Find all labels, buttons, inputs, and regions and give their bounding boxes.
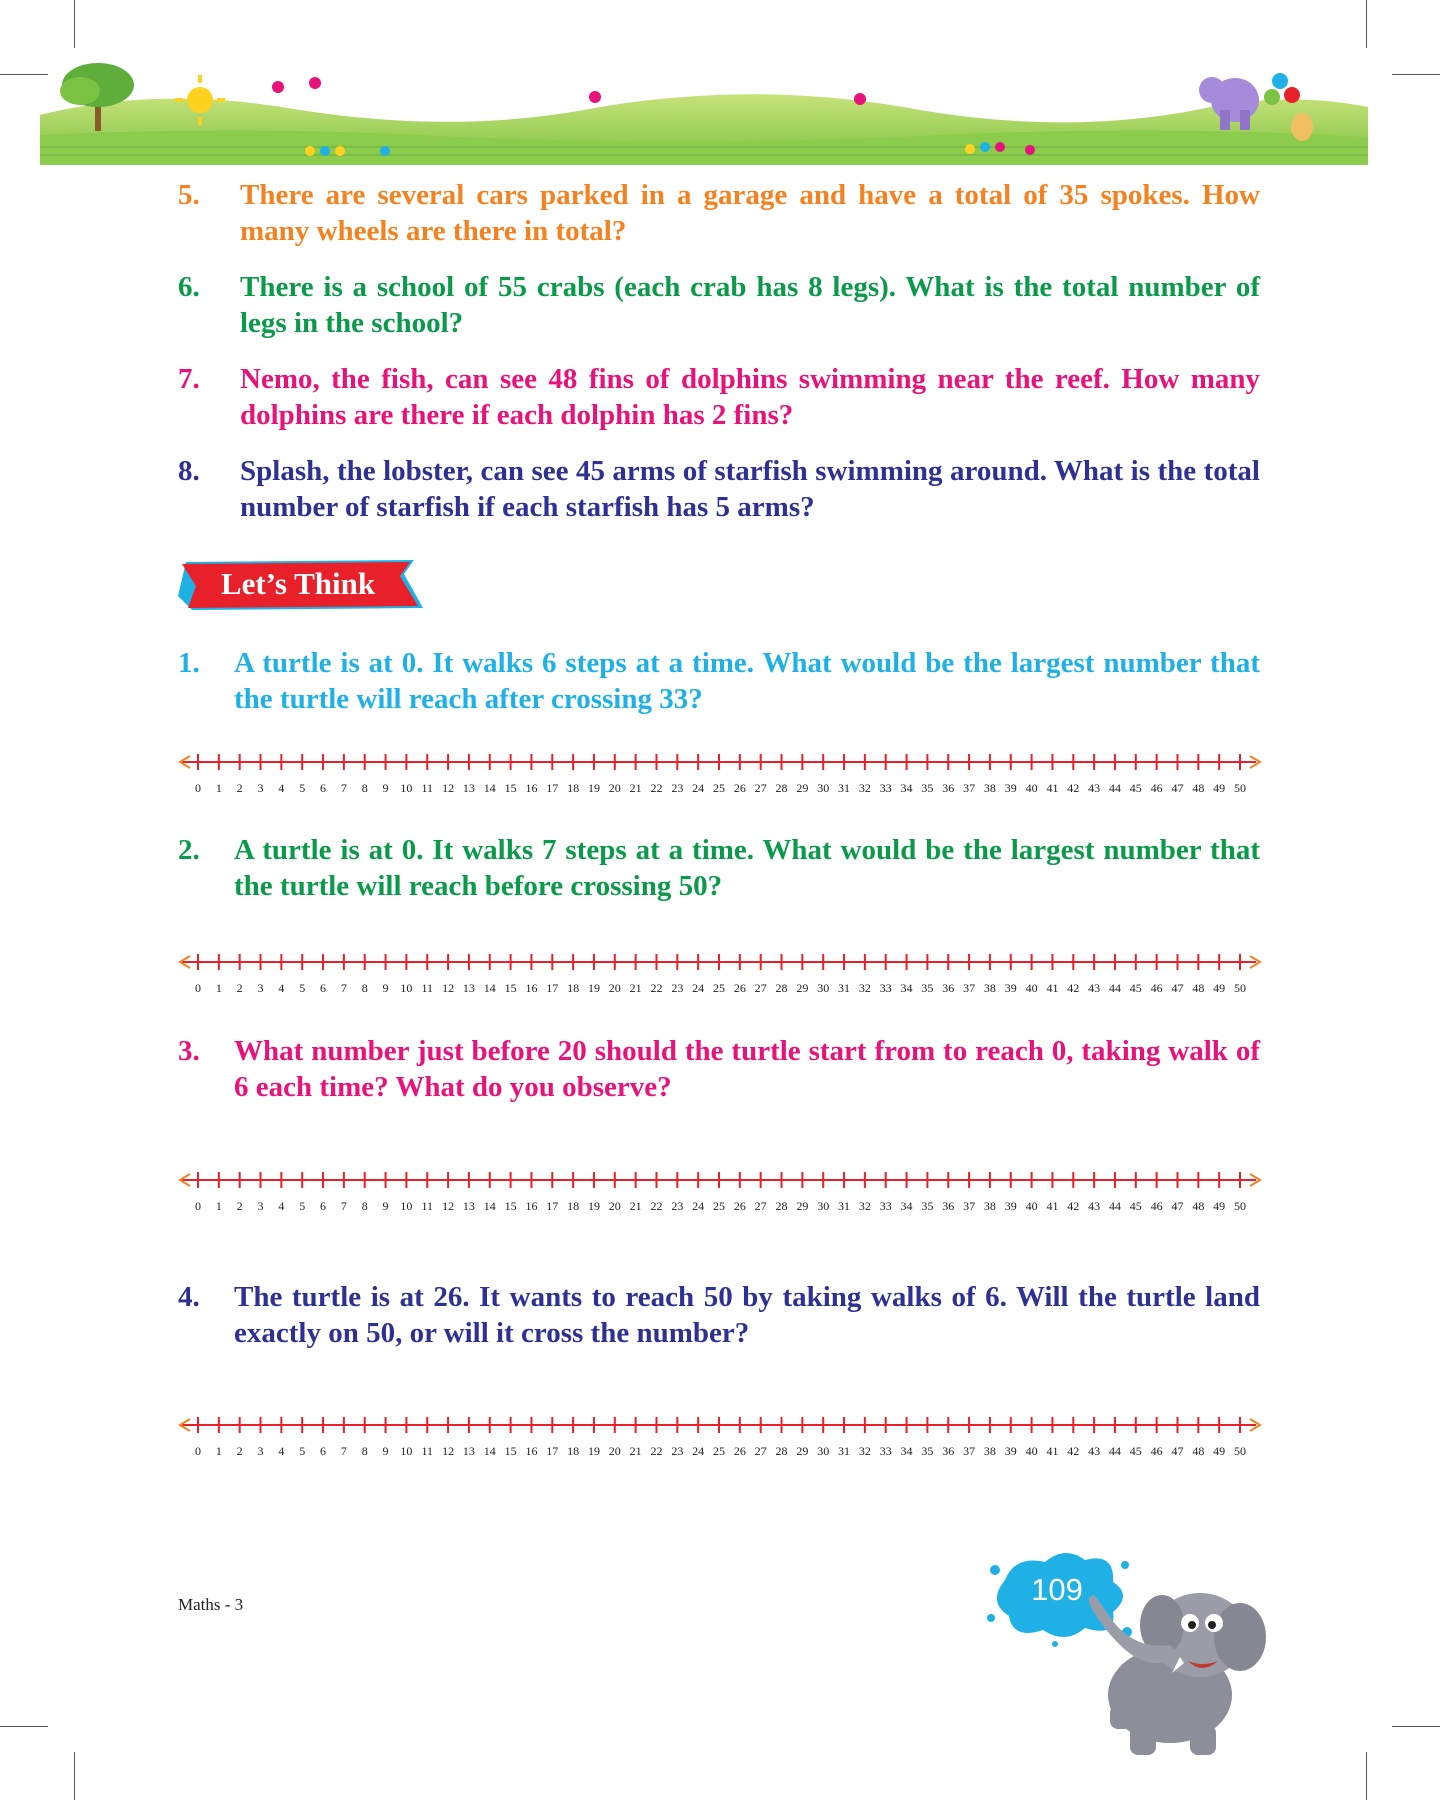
tick-label: 47: [1171, 1444, 1184, 1458]
tick-label: 2: [236, 781, 243, 795]
tick-label: 43: [1088, 1444, 1101, 1458]
tick-label: 16: [525, 981, 538, 995]
tick-label: 23: [671, 1199, 684, 1213]
tick-label: 29: [796, 781, 809, 795]
tick-label: 12: [442, 781, 455, 795]
tick-label: 1: [215, 1199, 222, 1213]
tick-label: 41: [1046, 981, 1059, 995]
tick-label: 21: [629, 1199, 642, 1213]
tick-label: 8: [361, 781, 368, 795]
tick-label: 50: [1234, 981, 1246, 995]
tick-label: 39: [1004, 1444, 1017, 1458]
tick-label: 24: [692, 981, 705, 995]
tick-label: 4: [278, 1199, 285, 1213]
tick-label: 31: [838, 981, 851, 995]
tick-label: 23: [671, 1444, 684, 1458]
tick-label: 34: [900, 1199, 913, 1213]
tick-label: 40: [1025, 981, 1038, 995]
tick-label: 9: [382, 981, 389, 995]
tick-label: 7: [340, 1444, 347, 1458]
tick-label: 29: [796, 981, 809, 995]
tick-label: 29: [796, 1199, 809, 1213]
tick-label: 19: [587, 781, 600, 795]
tick-label: 27: [754, 981, 767, 995]
tick-label: 15: [504, 781, 517, 795]
tick-label: 44: [1108, 1199, 1121, 1213]
tick-label: 41: [1046, 1199, 1059, 1213]
tick-label: 41: [1046, 1444, 1059, 1458]
tick-label: 40: [1025, 781, 1038, 795]
tick-label: 4: [278, 981, 285, 995]
question-number: 6.: [178, 271, 200, 303]
question-text: A turtle is at 0. It walks 7 steps at a time. What would be the largest number that the turtle will reach before crossing 50?: [234, 834, 1260, 902]
tick-label: 9: [382, 1199, 389, 1213]
tick-label: 5: [299, 781, 306, 795]
question-text: The turtle is at 26. It wants to reach 50 by taking walks of 6. Will the turtle land exactly on 50, or will it cross the number?: [234, 1281, 1260, 1349]
tick-label: 0: [195, 1444, 201, 1458]
question-7: [178, 361, 1260, 433]
tick-label: 10: [400, 781, 413, 795]
tick-label: 45: [1129, 1199, 1142, 1213]
think-question-2: [178, 832, 1260, 904]
tick-label: 15: [504, 981, 517, 995]
tick-label: 28: [775, 1444, 788, 1458]
tick-label: 33: [879, 1199, 892, 1213]
question-text: There is a school of 55 crabs (each crab has 8 legs). What is the total number of legs in the school?: [240, 271, 1260, 339]
tick-label: 43: [1088, 781, 1101, 795]
tick-label: 3: [257, 781, 264, 795]
tick-label: 0: [195, 981, 201, 995]
tick-label: 27: [754, 1199, 767, 1213]
tick-label: 43: [1088, 981, 1101, 995]
tick-label: 26: [733, 781, 746, 795]
tick-label: 44: [1108, 781, 1121, 795]
tick-label: 35: [921, 981, 934, 995]
tick-label: 6: [320, 1199, 327, 1213]
tick-label: 36: [942, 981, 955, 995]
tick-label: 19: [587, 1199, 600, 1213]
tick-label: 20: [608, 1444, 621, 1458]
tick-label: 22: [650, 781, 663, 795]
tick-label: 37: [963, 1444, 976, 1458]
tick-label: 42: [1067, 981, 1080, 995]
tick-label: 22: [650, 981, 663, 995]
tick-label: 46: [1150, 981, 1163, 995]
tick-label: 32: [858, 781, 871, 795]
tick-label: 10: [400, 1199, 413, 1213]
tick-label: 16: [525, 1444, 538, 1458]
tick-label: 12: [442, 1444, 455, 1458]
tick-label: 25: [713, 781, 725, 795]
tick-label: 26: [733, 1444, 746, 1458]
tick-label: 7: [340, 1199, 347, 1213]
tick-label: 42: [1067, 781, 1080, 795]
tick-label: 1: [215, 1444, 222, 1458]
tick-label: 48: [1192, 981, 1205, 995]
tick-label: 28: [775, 781, 788, 795]
tick-label: 36: [942, 1444, 955, 1458]
tick-label: 13: [462, 781, 475, 795]
elephant-mascot: [1050, 1565, 1270, 1765]
question-8: [178, 453, 1260, 525]
tick-label: 31: [838, 781, 851, 795]
tick-label: 11: [421, 1444, 434, 1458]
number-line-4: [178, 1413, 1268, 1463]
tick-label: 6: [320, 981, 327, 995]
tick-label: 19: [587, 1444, 600, 1458]
tick-label: 10: [400, 981, 413, 995]
tick-label: 17: [546, 1444, 559, 1458]
tick-label: 21: [629, 981, 642, 995]
question-text: What number just before 20 should the turtle start from to reach 0, taking walk of 6 each time? What do you observe?: [234, 1035, 1260, 1103]
tick-label: 27: [754, 781, 767, 795]
tick-label: 47: [1171, 781, 1184, 795]
tick-label: 18: [567, 981, 580, 995]
tick-label: 31: [838, 1199, 851, 1213]
tick-label: 26: [733, 1199, 746, 1213]
tick-label: 47: [1171, 1199, 1184, 1213]
tick-label: 50: [1234, 1444, 1246, 1458]
tick-label: 2: [236, 981, 243, 995]
question-5: [178, 177, 1260, 249]
tick-label: 30: [817, 781, 830, 795]
tick-label: 43: [1088, 1199, 1101, 1213]
tick-label: 17: [546, 781, 559, 795]
tick-label: 28: [775, 981, 788, 995]
tick-label: 22: [650, 1199, 663, 1213]
tick-label: 5: [299, 981, 306, 995]
tick-label: 13: [462, 1444, 475, 1458]
tick-label: 32: [858, 1199, 871, 1213]
tick-label: 10: [400, 1444, 413, 1458]
crop-mark: [74, 1752, 75, 1800]
tick-label: 11: [421, 981, 434, 995]
tick-label: 37: [963, 781, 976, 795]
section-title: Let’s Think: [220, 566, 376, 601]
book-title: Maths - 3: [178, 1595, 244, 1614]
tick-label: 11: [421, 1199, 434, 1213]
tick-label: 7: [340, 781, 347, 795]
tick-label: 38: [983, 1199, 996, 1213]
tick-label: 25: [713, 981, 725, 995]
tick-label: 12: [442, 981, 455, 995]
tick-label: 42: [1067, 1199, 1080, 1213]
tick-label: 23: [671, 781, 684, 795]
tick-label: 33: [879, 1444, 892, 1458]
tick-label: 49: [1213, 1444, 1226, 1458]
tick-label: 35: [921, 1199, 934, 1213]
page-number: 109: [1031, 1572, 1083, 1607]
tick-label: 37: [963, 981, 976, 995]
tick-label: 21: [629, 781, 642, 795]
tick-label: 38: [983, 781, 996, 795]
tick-label: 16: [525, 781, 538, 795]
number-line-3: [178, 1168, 1268, 1218]
tick-label: 24: [692, 781, 705, 795]
tick-label: 9: [382, 1444, 389, 1458]
tick-label: 49: [1213, 781, 1226, 795]
tick-label: 49: [1213, 1199, 1226, 1213]
tick-label: 19: [587, 981, 600, 995]
tick-label: 48: [1192, 781, 1205, 795]
tick-label: 47: [1171, 981, 1184, 995]
tick-label: 46: [1150, 1199, 1163, 1213]
tick-label: 39: [1004, 981, 1017, 995]
tick-label: 8: [361, 981, 368, 995]
tick-label: 21: [629, 1444, 642, 1458]
tick-label: 18: [567, 1199, 580, 1213]
tick-label: 8: [361, 1199, 368, 1213]
tick-label: 48: [1192, 1199, 1205, 1213]
tick-label: 20: [608, 981, 621, 995]
question-number: 7.: [178, 363, 200, 395]
meadow-header-illustration: [40, 55, 1368, 165]
tick-label: 38: [983, 981, 996, 995]
tick-label: 14: [483, 781, 496, 795]
tick-label: 34: [900, 781, 913, 795]
tick-label: 24: [692, 1199, 705, 1213]
tick-label: 44: [1108, 981, 1121, 995]
tick-label: 9: [382, 781, 389, 795]
tick-label: 14: [483, 1199, 496, 1213]
tick-label: 17: [546, 1199, 559, 1213]
tick-label: 18: [567, 781, 580, 795]
tick-label: 7: [340, 981, 347, 995]
tick-label: 30: [817, 1199, 830, 1213]
tick-label: 6: [320, 781, 327, 795]
tick-label: 30: [817, 1444, 830, 1458]
tick-label: 36: [942, 1199, 955, 1213]
crop-mark: [1392, 74, 1440, 75]
tick-label: 34: [900, 981, 913, 995]
question-text: Splash, the lobster, can see 45 arms of starfish swimming around. What is the total number of starfish if each starfish has 5 arms?: [240, 455, 1260, 523]
tick-label: 0: [195, 781, 201, 795]
tick-label: 35: [921, 781, 934, 795]
tick-label: 37: [963, 1199, 976, 1213]
tick-label: 46: [1150, 781, 1163, 795]
tick-label: 38: [983, 1444, 996, 1458]
tick-label: 2: [236, 1444, 243, 1458]
tick-label: 15: [504, 1444, 517, 1458]
tick-label: 17: [546, 981, 559, 995]
tick-label: 2: [236, 1199, 243, 1213]
tick-label: 27: [754, 1444, 767, 1458]
tick-label: 50: [1234, 1199, 1246, 1213]
tick-label: 30: [817, 981, 830, 995]
question-number: 1.: [178, 647, 200, 679]
tick-label: 1: [215, 781, 222, 795]
question-6: [178, 269, 1260, 341]
tick-label: 39: [1004, 781, 1017, 795]
tick-label: 44: [1108, 1444, 1121, 1458]
question-text: Nemo, the fish, can see 48 fins of dolphins swimming near the reef. How many dolphins are there if each dolphin has 2 fins?: [240, 363, 1260, 431]
tick-label: 16: [525, 1199, 538, 1213]
tick-label: 18: [567, 1444, 580, 1458]
question-text: A turtle is at 0. It walks 6 steps at a time. What would be the largest number that the turtle will reach after crossing 33?: [234, 647, 1260, 715]
tick-label: 41: [1046, 781, 1059, 795]
tick-label: 25: [713, 1444, 725, 1458]
tick-label: 32: [858, 981, 871, 995]
tick-label: 39: [1004, 1199, 1017, 1213]
tick-label: 28: [775, 1199, 788, 1213]
tick-label: 33: [879, 981, 892, 995]
number-line-1: [178, 750, 1268, 800]
question-number: 2.: [178, 834, 200, 866]
tick-label: 40: [1025, 1444, 1038, 1458]
tick-label: 8: [361, 1444, 368, 1458]
tick-label: 3: [257, 1199, 264, 1213]
crop-mark: [1392, 1726, 1440, 1727]
question-text: There are several cars parked in a garage and have a total of 35 spokes. How many wheels are there in total?: [240, 179, 1260, 247]
tick-label: 25: [713, 1199, 725, 1213]
tick-label: 50: [1234, 781, 1246, 795]
tick-label: 14: [483, 1444, 496, 1458]
tick-label: 23: [671, 981, 684, 995]
tick-label: 36: [942, 781, 955, 795]
tick-label: 31: [838, 1444, 851, 1458]
question-number: 4.: [178, 1281, 200, 1313]
question-number: 3.: [178, 1035, 200, 1067]
tick-label: 5: [299, 1199, 306, 1213]
tick-label: 45: [1129, 1444, 1142, 1458]
tick-label: 14: [483, 981, 496, 995]
question-number: 5.: [178, 179, 200, 211]
tick-label: 13: [462, 981, 475, 995]
tick-label: 15: [504, 1199, 517, 1213]
tick-label: 11: [421, 781, 434, 795]
tick-label: 20: [608, 781, 621, 795]
think-question-4: [178, 1279, 1260, 1351]
question-number: 8.: [178, 455, 200, 487]
crop-mark: [1366, 1752, 1367, 1800]
tick-label: 6: [320, 1444, 327, 1458]
tick-label: 46: [1150, 1444, 1163, 1458]
tick-label: 40: [1025, 1199, 1038, 1213]
tick-label: 1: [215, 981, 222, 995]
tick-label: 3: [257, 1444, 264, 1458]
tick-label: 24: [692, 1444, 705, 1458]
tick-label: 45: [1129, 981, 1142, 995]
tick-label: 3: [257, 981, 264, 995]
tick-label: 5: [299, 1444, 306, 1458]
crop-mark: [74, 0, 75, 48]
tick-label: 0: [195, 1199, 201, 1213]
tick-label: 48: [1192, 1444, 1205, 1458]
tick-label: 4: [278, 1444, 285, 1458]
tick-label: 4: [278, 781, 285, 795]
tick-label: 34: [900, 1444, 913, 1458]
tick-label: 33: [879, 781, 892, 795]
tick-label: 26: [733, 981, 746, 995]
tick-label: 49: [1213, 981, 1226, 995]
think-question-3: [178, 1033, 1260, 1105]
tick-label: 42: [1067, 1444, 1080, 1458]
tick-label: 22: [650, 1444, 663, 1458]
number-line-2: [178, 950, 1268, 1000]
tick-label: 32: [858, 1444, 871, 1458]
tick-label: 45: [1129, 781, 1142, 795]
crop-mark: [0, 1726, 48, 1727]
tick-label: 35: [921, 1444, 934, 1458]
tick-label: 13: [462, 1199, 475, 1213]
tick-label: 29: [796, 1444, 809, 1458]
tick-label: 12: [442, 1199, 455, 1213]
tick-label: 20: [608, 1199, 621, 1213]
crop-mark: [1366, 0, 1367, 48]
think-question-1: [178, 645, 1260, 717]
